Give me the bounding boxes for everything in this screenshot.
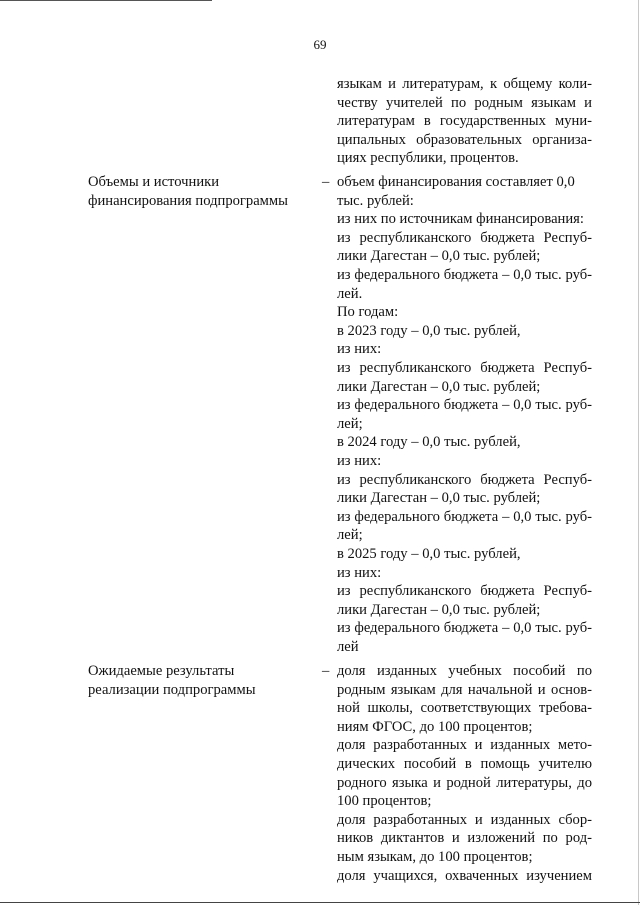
funding-line: из них: [337,453,382,469]
funding-line: в 2024 году – 0,0 тыс. рублей, [337,434,521,451]
results-line: ной школы, соответствующих требова- [337,700,592,717]
funding-line: в 2023 году – 0,0 тыс. рублей, [337,322,521,339]
funding-line: из них: [337,341,382,358]
funding-line: объем финансирования составляет 0,0 [337,174,575,190]
continuation-line: литературам в государственных муни- [337,113,592,130]
funding-line: из федерального бюджета – 0,0 тыс. руб- [337,397,592,414]
funding-line: из федерального бюджета – 0,0 тыс. руб- [337,508,592,525]
continuation-line: честву учителей по родным языкам и [337,94,592,111]
funding-line: из них: [337,564,382,581]
funding-line: из республиканского бюджета Респуб- [337,471,592,488]
funding-label-line: Объемы и источники [88,174,220,190]
results-line: доля изданных учебных пособий по [337,663,592,679]
funding-line: лики Дагестан – 0,0 тыс. рублей; [337,490,541,507]
funding-label-line: финансирования подпрограммы [88,192,288,209]
funding-line: из федерального бюджета – 0,0 тыс. руб- [337,620,592,637]
funding-line: тыс. рублей: [337,192,414,209]
funding-line: лей; [337,415,363,432]
results-line: родным языкам для начальной и основ- [337,681,592,698]
funding-line: лей. [337,285,363,302]
funding-line: лей; [337,527,363,544]
results-dash: – [322,663,330,679]
funding-line: лей [337,639,359,655]
funding-line: в 2025 году – 0,0 тыс. рублей, [337,546,521,562]
scan-border-bottom [0,902,640,903]
funding-line: лики Дагестан – 0,0 тыс. рублей; [337,378,541,395]
results-line: ников диктантов и изложений по род- [337,830,592,847]
continuation-line: ципальных образовательных организа- [337,131,592,148]
results-line: 100 процентов; [337,793,432,810]
funding-line: лики Дагестан – 0,0 тыс. рублей; [337,248,541,265]
results-line: родного языка и родной литературы, до [337,774,592,791]
funding-line: из федерального бюджета – 0,0 тыс. руб- [337,267,592,283]
results-line: доля разработанных и изданных мето- [337,737,592,754]
results-label-line: Ожидаемые результаты [88,663,235,679]
page-number: 69 [313,37,327,52]
funding-line: из республиканского бюджета Респуб- [337,229,592,246]
funding-line: По годам: [337,304,399,321]
results-line: ным языкам, до 100 процентов; [337,849,533,865]
funding-line: из республиканского бюджета Респуб- [337,360,592,376]
results-line: дических пособий в помощь учителю [337,756,592,772]
funding-dash: – [322,174,330,190]
funding-line: из них по источникам финансирования: [337,211,584,228]
results-line: ниям ФГОС, до 100 процентов; [337,718,533,735]
funding-line: лики Дагестан – 0,0 тыс. рублей; [337,601,541,618]
results-line: доля разработанных и изданных сбор- [337,811,592,828]
continuation-line: циях республики, процентов. [337,150,519,167]
scan-border-right [638,0,639,905]
funding-line: из республиканского бюджета Респуб- [337,583,592,600]
results-label-line: реализации подпрограммы [88,681,256,698]
results-line: доля учащихся, охваченных изучением [337,867,592,884]
continuation-line: языкам и литературам, к общему коли- [337,76,592,92]
scan-border-top [0,0,212,1]
